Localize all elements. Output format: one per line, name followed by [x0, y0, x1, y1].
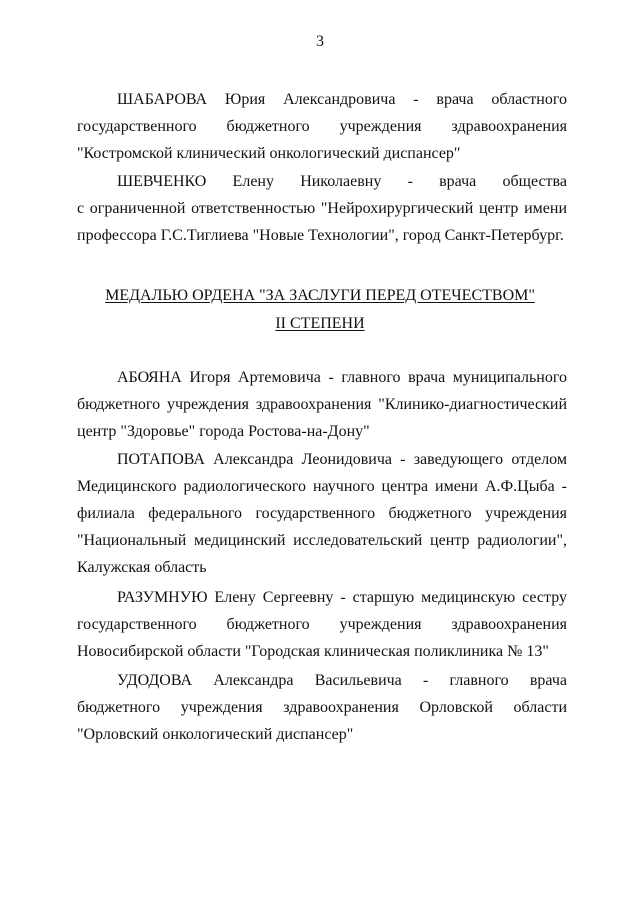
entry-line: ПОТАПОВА Александра Леонидовича - заведующего отделом: [117, 451, 567, 468]
entry-line: ШАБАРОВА Юрия Александровича - врача областного: [117, 91, 567, 108]
entry-line: государственного бюджетного учреждения здравоохранения: [77, 616, 567, 633]
entry-line: УДОДОВА Александра Васильевича - главного врача: [117, 672, 567, 689]
entry-line: "Национальный медицинский исследовательский центр радиологии",: [77, 532, 567, 549]
entry-line: с ограниченной ответственностью "Нейрохирургический центр имени: [77, 200, 567, 217]
award-entry-potapov: [77, 446, 567, 581]
award-entry-shabarova: [77, 86, 567, 167]
entry-line: АБОЯНА Игоря Артемовича - главного врача муниципального: [117, 369, 567, 386]
entry-line: ШЕВЧЕНКО Елену Николаевну - врача общества: [117, 173, 567, 190]
award-entry-udodov: [77, 667, 567, 748]
entry-line: РАЗУМНУЮ Елену Сергеевну - старшую медицинскую сестру: [117, 589, 567, 606]
page-number: 3: [316, 33, 324, 50]
entry-line: "Орловский онкологический диспансер": [77, 726, 354, 743]
entry-line: профессора Г.С.Тиглиева "Новые Технологии", город Санкт-Петербург.: [77, 227, 564, 244]
award-entry-razumnaya: [77, 584, 567, 665]
section-heading-line-1: МЕДАЛЬЮ ОРДЕНА "ЗА ЗАСЛУГИ ПЕРЕД ОТЕЧЕСТВОМ": [105, 287, 535, 304]
entry-line: филиала федерального государственного бюджетного учреждения: [77, 505, 567, 522]
award-entry-aboyan: [77, 364, 567, 445]
award-entry-shevchenko: [77, 168, 567, 249]
section-heading-line-2: II СТЕПЕНИ: [275, 315, 365, 332]
entry-line: Калужская область: [77, 559, 207, 576]
entry-line: бюджетного учреждения здравоохранения "Клинико-диагностический: [77, 396, 567, 413]
section-heading: [0, 282, 640, 338]
entry-line: центр "Здоровье" города Ростова-на-Дону": [77, 423, 370, 440]
entry-line: Новосибирской области "Городская клиническая поликлиника № 13": [77, 643, 549, 660]
entry-line: "Костромской клинический онкологический диспансер": [77, 145, 461, 162]
entry-line: бюджетного учреждения здравоохранения Орловской области: [77, 699, 567, 716]
entry-line: государственного бюджетного учреждения здравоохранения: [77, 118, 567, 135]
entry-line: Медицинского радиологического научного центра имени А.Ф.Цыба -: [77, 478, 567, 495]
